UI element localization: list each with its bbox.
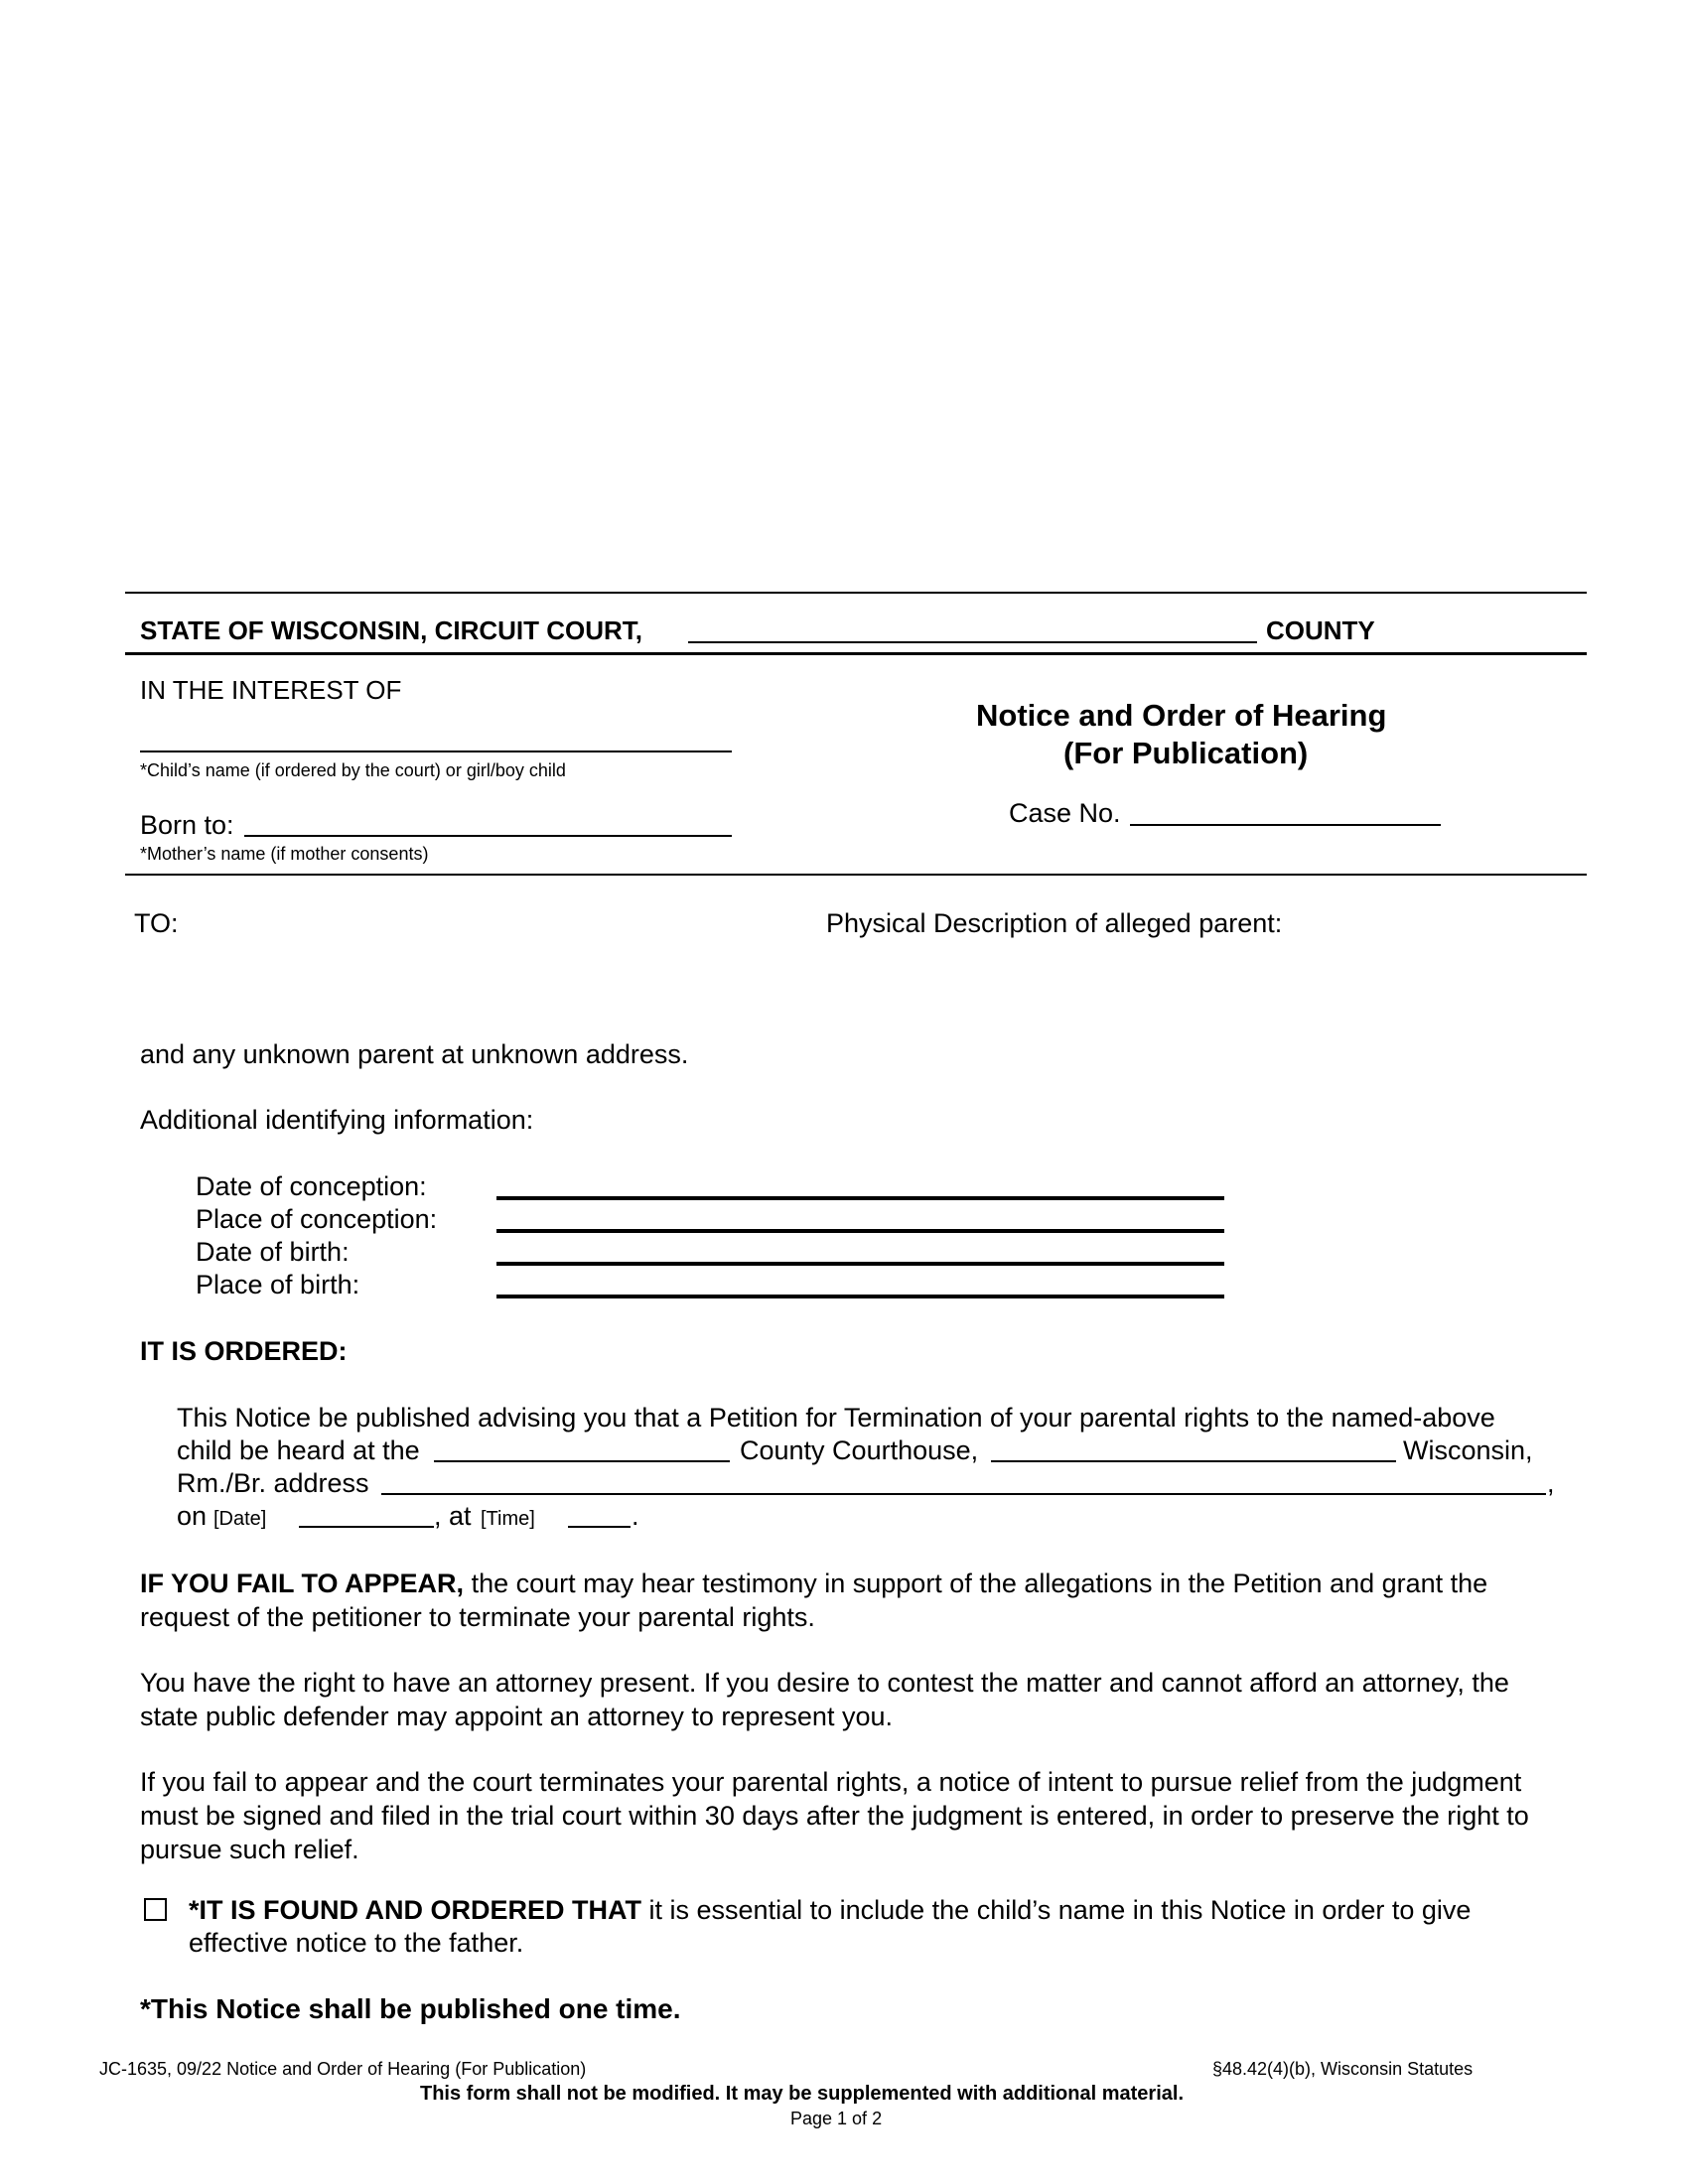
fail-to-appear-paragraph	[140, 1567, 1560, 1634]
courthouse-city-field[interactable]	[991, 1460, 1396, 1462]
finding-line1-text: it is essential to include the child’s name in this Notice in order to give	[648, 1895, 1472, 1925]
date-of-conception-field[interactable]	[496, 1196, 1224, 1200]
caption-top-rule	[125, 592, 1587, 594]
case-no-field[interactable]	[1130, 824, 1441, 826]
hearing-date-label: [Date]	[213, 1508, 267, 1530]
form-title-line1: Notice and Order of Hearing	[976, 698, 1387, 733]
courthouse-county-field[interactable]	[434, 1460, 730, 1462]
fail-to-appear-text: the court may hear testimony in support of the allegations in the Petition and grant the request of the petitioner to terminate your parental rights.	[140, 1569, 1488, 1632]
order-on-label: on	[177, 1501, 208, 1531]
order-line1: This Notice be published advising you that a Petition for Termination of your parental rights to the named-above	[177, 1403, 1495, 1433]
finding-line1	[189, 1895, 1471, 1926]
mother-name-note: *Mother’s name (if mother consents)	[140, 844, 429, 864]
order-heading: IT IS ORDERED:	[140, 1336, 348, 1366]
place-of-conception-label: Place of conception:	[196, 1204, 438, 1234]
finding-checkbox[interactable]	[144, 1898, 167, 1921]
order-line2-middle: County Courthouse,	[740, 1435, 979, 1465]
footer-page-number: Page 1 of 2	[790, 2109, 883, 2128]
county-label: COUNTY	[1266, 615, 1375, 645]
date-of-birth-field[interactable]	[496, 1262, 1224, 1266]
unknown-parent-text: and any unknown parent at unknown address.	[140, 1039, 689, 1069]
order-line3-suffix: ,	[1547, 1468, 1555, 1498]
in-interest-of-label: IN THE INTEREST OF	[140, 675, 402, 705]
order-at-label: , at	[434, 1501, 472, 1531]
relief-paragraph: If you fail to appear and the court terminates your parental rights, a notice of intent to pursue relief from the judgment must be signed and filed in the trial court within 30 days after the judgment is entered, in order to preserve the right to pursue such relief.	[140, 1767, 1529, 1864]
date-of-birth-label: Date of birth:	[196, 1237, 350, 1267]
fail-to-appear-heading: IF YOU FAIL TO APPEAR,	[140, 1569, 465, 1598]
order-line2-prefix: child be heard at the	[177, 1435, 420, 1465]
finding-heading: *IT IS FOUND AND ORDERED THAT	[189, 1895, 641, 1925]
footer-form-id: JC-1635, 09/22 Notice and Order of Hearing (For Publication)	[99, 2059, 587, 2079]
order-line2-suffix: Wisconsin,	[1403, 1435, 1533, 1465]
mother-name-field[interactable]	[244, 835, 732, 837]
county-name-field[interactable]	[688, 641, 1257, 643]
attorney-paragraph: You have the right to have an attorney present. If you desire to contest the matter and cannot afford an attorney, the state public defender may appoint an attorney to represent you.	[140, 1668, 1509, 1731]
hearing-time-field[interactable]	[568, 1526, 631, 1528]
court-label: STATE OF WISCONSIN, CIRCUIT COURT,	[140, 615, 643, 645]
form-title-line2: (For Publication)	[1063, 736, 1309, 770]
caption-mid-rule	[125, 652, 1587, 655]
room-branch-address-field[interactable]	[381, 1493, 1546, 1495]
footer-statute: §48.42(4)(b), Wisconsin Statutes	[1212, 2059, 1474, 2079]
additional-info-label: Additional identifying information:	[140, 1105, 534, 1135]
child-name-note: *Child’s name (if ordered by the court) or girl/boy child	[140, 760, 566, 780]
child-name-field[interactable]	[140, 751, 732, 752]
place-of-birth-field[interactable]	[496, 1295, 1224, 1298]
hearing-date-field[interactable]	[299, 1526, 434, 1528]
place-of-birth-label: Place of birth:	[196, 1270, 360, 1299]
order-line4-end: .	[632, 1501, 639, 1531]
publish-note: *This Notice shall be published one time.	[140, 1993, 681, 2024]
caption-bottom-rule	[125, 874, 1587, 876]
case-no-label: Case No.	[1009, 798, 1121, 828]
born-to-label: Born to:	[140, 810, 234, 840]
physical-description-label: Physical Description of alleged parent:	[826, 908, 1283, 938]
order-line3-prefix: Rm./Br. address	[177, 1468, 369, 1498]
to-label: TO:	[134, 908, 179, 938]
hearing-time-label: [Time]	[481, 1508, 535, 1530]
date-of-conception-label: Date of conception:	[196, 1171, 427, 1201]
finding-line2: effective notice to the father.	[189, 1928, 524, 1958]
place-of-conception-field[interactable]	[496, 1229, 1224, 1233]
footer-modification-notice: This form shall not be modified. It may be supplemented with additional material.	[420, 2083, 1184, 2105]
